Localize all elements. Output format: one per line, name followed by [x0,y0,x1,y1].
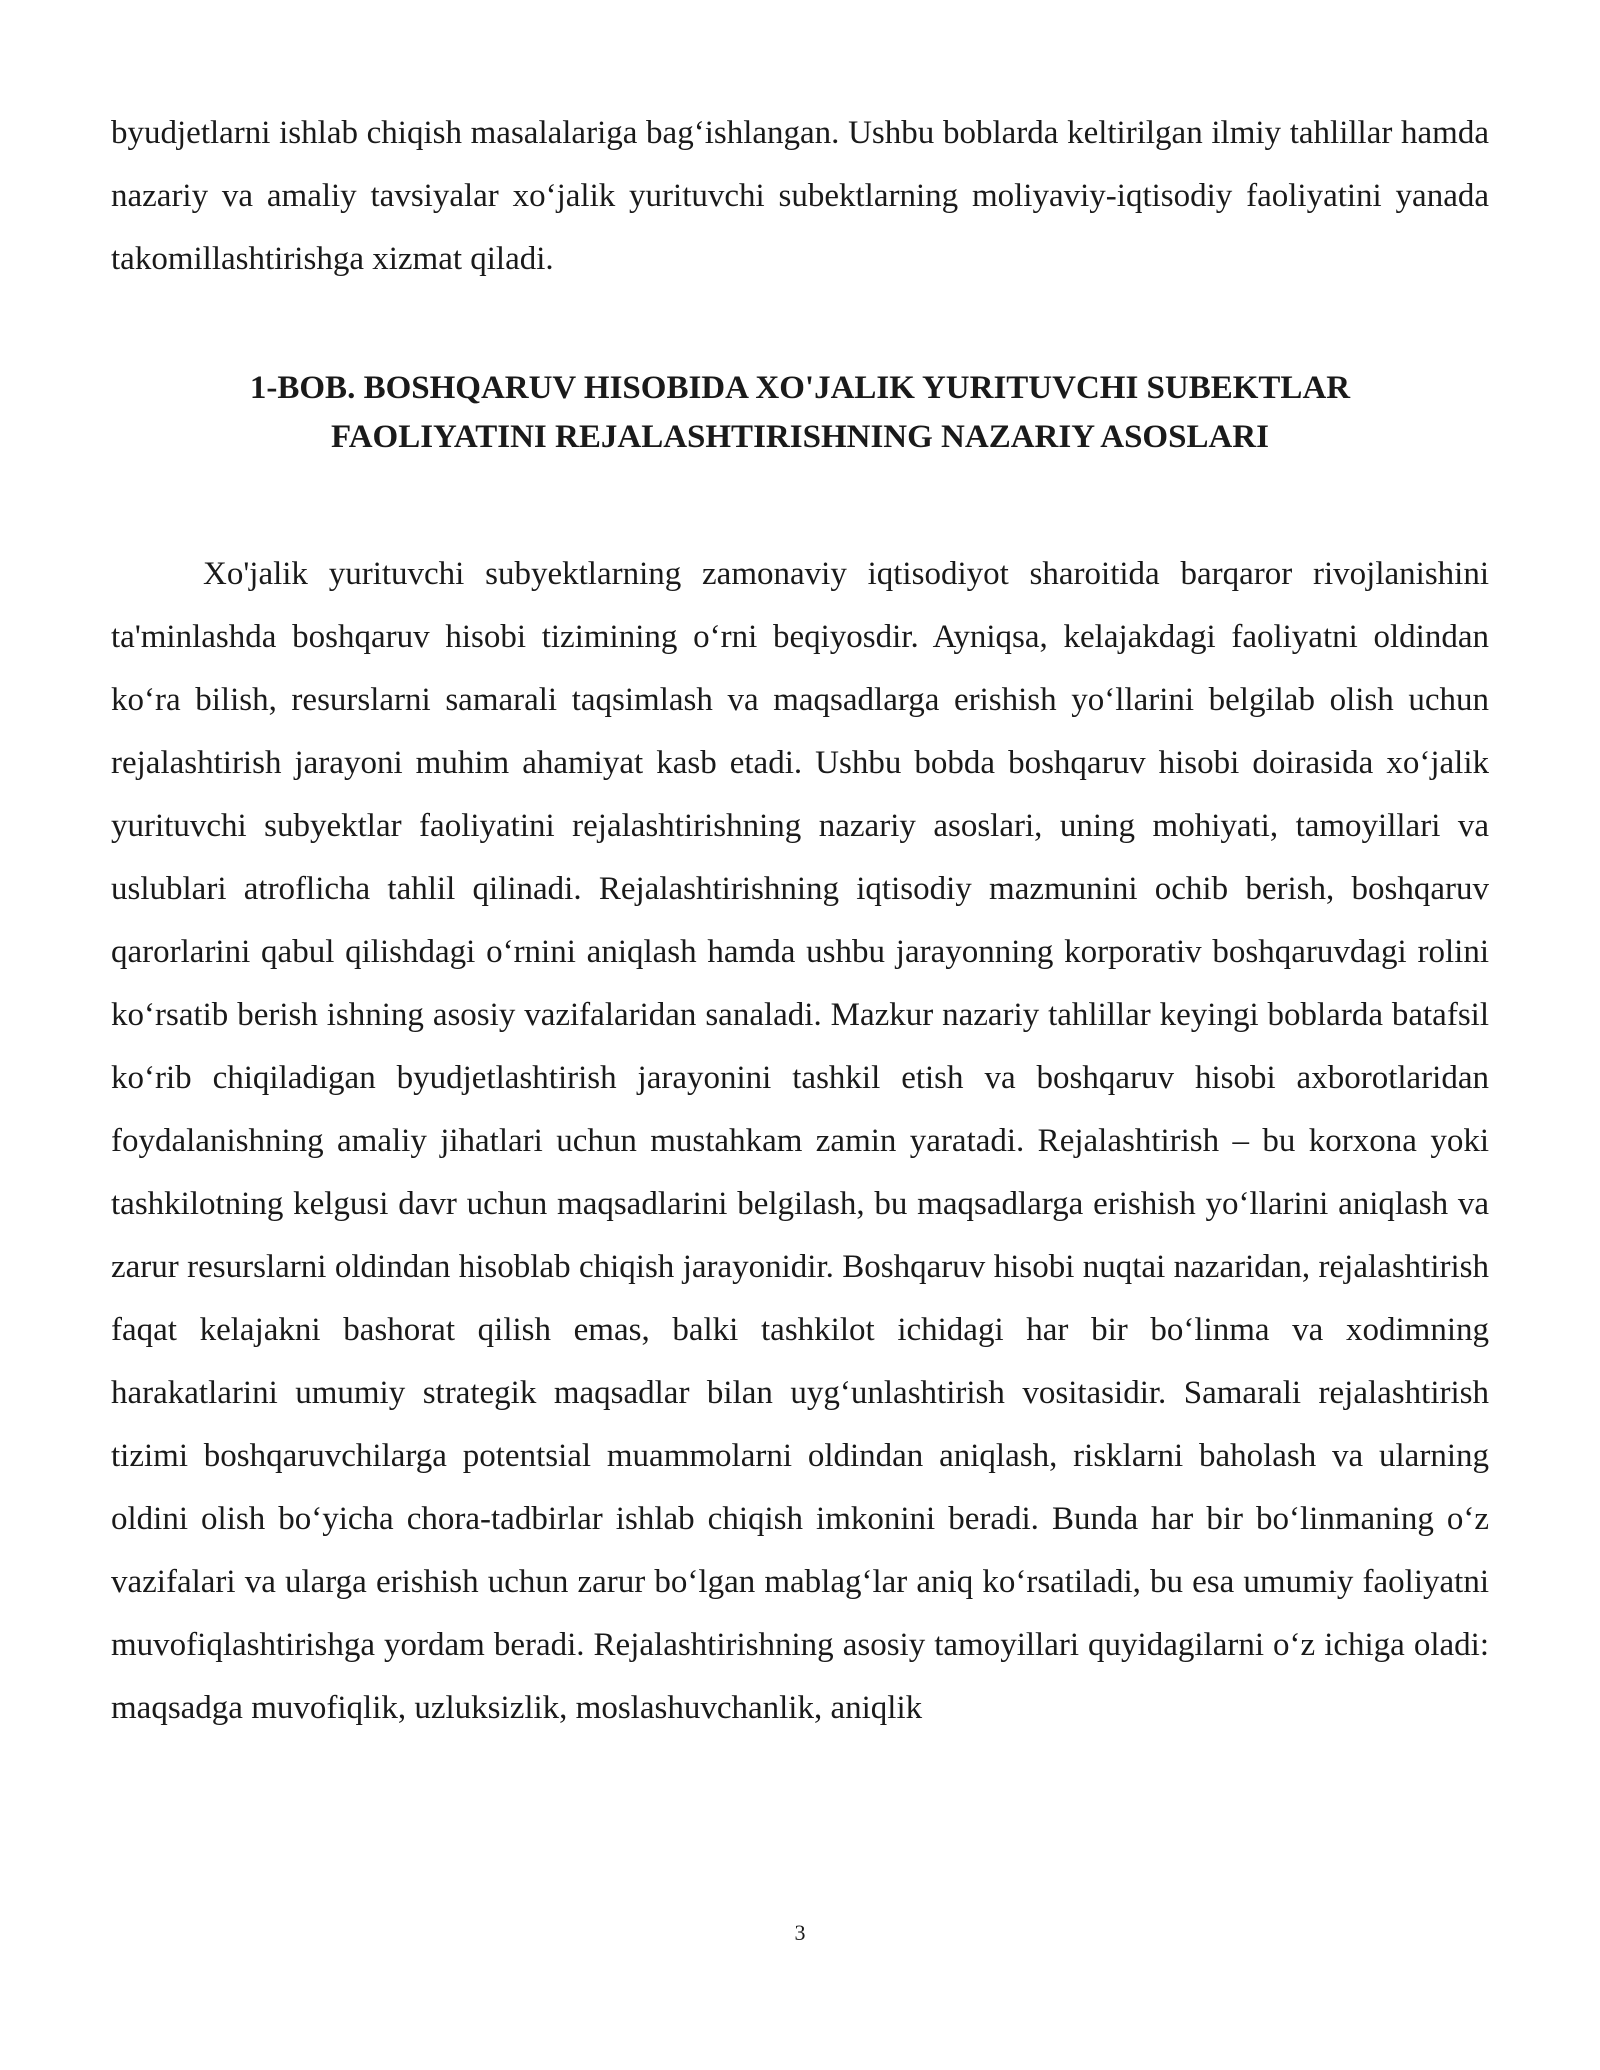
intro-paragraph: byudjetlarni ishlab chiqish masalalariga bag‘ishlangan. Ushbu boblarda keltirilgan ilmiy tahlillar hamda nazariy va amaliy tavsiyalar xo‘jalik yurituvchi subektlarning moliyaviy-iqtisodiy faoliyatini yanada takomillashtirishga xizmat qiladi. [111,115,1489,277]
chapter-heading-line-1: 1-BOB. BOSHQARUV HISOBIDA XO'JALIK YURITUVCHI SUBEKTLAR [249,370,1351,406]
chapter-heading [111,364,1489,462]
chapter-heading-line-2: FAOLIYATINI REJALASHTIRISHNING NAZARIY ASOSLARI [331,419,1269,455]
body-paragraph: Xo'jalik yurituvchi subyektlarning zamonaviy iqtisodiyot sharoitida barqaror rivojlanishini ta'minlashda boshqaruv hisobi tizimining o‘rni beqiyosdir. Ayniqsa, kelajakdagi faoliyatni oldindan ko‘ra bilish, resurslarni samarali taqsimlash va maqsadlarga erishish yo‘llarini belgilab olish uchun rejalashtirish jarayoni muhim ahamiyat kasb etadi. Ushbu bobda boshqaruv hisobi doirasida xo‘jalik yurituvchi subyektlar faoliyatini rejalashtirishning nazariy asoslari, uning mohiyati, tamoyillari va uslublari atroflicha tahlil qilinadi. Rejalashtirishning iqtisodiy mazmunini ochib berish, boshqaruv qarorlarini qabul qilishdagi o‘rnini aniqlash hamda ushbu jarayonning korporativ boshqaruvdagi rolini ko‘rsatib berish ishning asosiy vazifalaridan sanaladi. Mazkur nazariy tahlillar keyingi boblarda batafsil ko‘rib chiqiladigan byudjetlashtirish jarayonini tashkil etish va boshqaruv hisobi axborotlaridan foydalanishning amaliy jihatlari uchun mustahkam zamin yaratadi. Rejalashtirish – bu korxona yoki tashkilotning kelgusi davr uchun maqsadlarini belgilash, bu maqsadlarga erishish yo‘llarini aniqlash va zarur resurslarni oldindan hisoblab chiqish jarayonidir. Boshqaruv hisobi nuqtai nazaridan, rejalashtirish faqat kelajakni bashorat qilish emas, balki tashkilot ichidagi har bir bo‘linma va xodimning harakatlarini umumiy strategik maqsadlar bilan uyg‘unlashtirish vositasidir. Samarali rejalashtirish tizimi boshqaruvchilarga potentsial muammolarni oldindan aniqlash, risklarni baholash va ularning oldini olish bo‘yicha chora-tadbirlar ishlab chiqish imkonini beradi. Bunda har bir bo‘linmaning o‘z vazifalari va ularga erishish uchun zarur bo‘lgan mablag‘lar aniq ko‘rsatiladi, bu esa umumiy faoliyatni muvofiqlashtirishga yordam beradi. Rejalashtirishning asosiy tamoyillari quyidagilarni o‘z ichiga oladi: maqsadga muvofiqlik, uzluksizlik, moslashuvchanlik, aniqlik [111,556,1489,1726]
page-number: 3 [794,1920,806,1945]
